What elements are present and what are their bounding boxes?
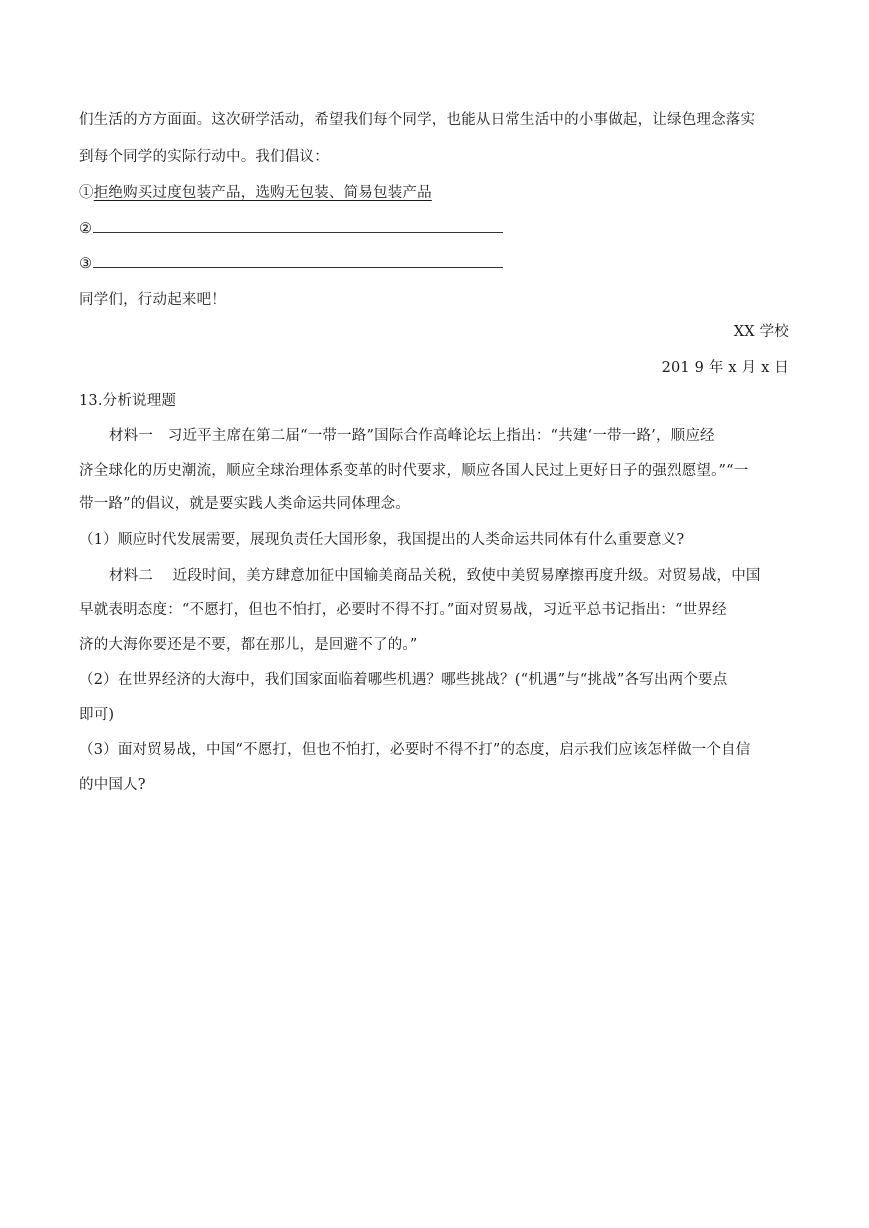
proposal-paragraph-line-2: 到每个同学的实际行动中。我们倡议：	[79, 149, 329, 165]
item-3-marker: ③	[79, 256, 93, 272]
item-2-marker: ②	[79, 221, 93, 237]
proposal-item-2	[79, 219, 503, 239]
material-1-line-3: 带一路”的倡议，就是要实践人类命运共同体理念。	[79, 496, 411, 512]
question-13-heading: 13.分析说理题	[79, 393, 177, 409]
material-2-line-3: 济的大海你要还是不要，都在那儿，是回避不了的。”	[79, 637, 418, 653]
question-3-line-1: （3）面对贸易战，中国“不愿打，但也不怕打，必要时不得不打”的态度，启示我们应该怎样做一个自信	[79, 742, 751, 758]
proposal-signature: XX 学校	[733, 324, 789, 340]
proposal-date: 201 9 年 x 月 x 日	[661, 360, 789, 376]
item-3-answer-blank[interactable]	[93, 255, 503, 268]
material-2-line-2: 早就表明态度：“不愿打，但也不怕打，必要时不得不打。”面对贸易战，习近平总书记指出：“世界经	[79, 602, 727, 618]
material-2-line-1: 材料二 近段时间，美方肆意加征中国输美商品关税，致使中美贸易摩擦再度升级。对贸易战，中国	[109, 568, 761, 584]
proposal-closing: 同学们，行动起来吧！	[79, 292, 226, 308]
question-2-line-2: 即可)	[79, 707, 115, 723]
proposal-item-1	[79, 183, 432, 203]
question-2-line-1: （2）在世界经济的大海中，我们国家面临着哪些机遇？哪些挑战？(“机遇”与“挑战”各写出两个要点	[79, 672, 728, 688]
item-1-text: 拒绝购买过度包装产品，选购无包装、简易包装产品	[93, 185, 432, 201]
item-1-marker: ①	[79, 185, 94, 201]
question-1: （1）顺应时代发展需要，展现负责任大国形象，我国提出的人类命运共同体有什么重要意义?	[79, 532, 685, 548]
proposal-paragraph-line-1: 们生活的方方面面。这次研学活动，希望我们每个同学，也能从日常生活中的小事做起，让绿色理念落实	[79, 112, 756, 128]
material-1-line-2: 济全球化的历史潮流，顺应全球治理体系变革的时代要求，顺应各国人民过上更好日子的强烈愿望。”“一	[79, 463, 749, 479]
material-1-line-1: 材料一 习近平主席在第二届“一带一路”国际合作高峰论坛上指出：“共建‘一带一路’，顺应经	[109, 428, 715, 444]
proposal-item-3	[79, 254, 503, 274]
question-3-line-2: 的中国人?	[79, 777, 146, 793]
item-2-answer-blank[interactable]	[93, 220, 503, 233]
